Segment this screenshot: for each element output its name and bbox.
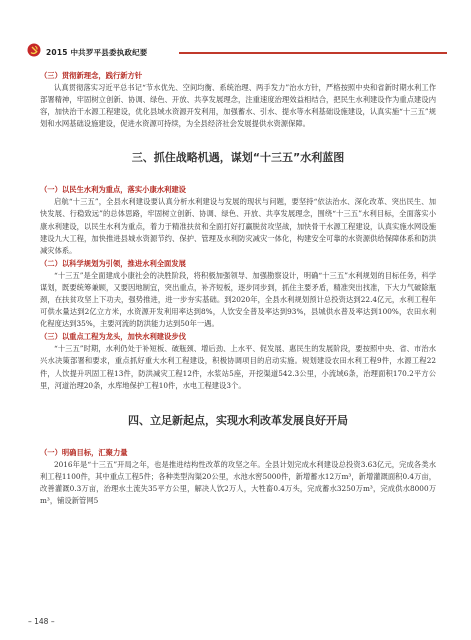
page-header	[27, 46, 447, 60]
subsection-heading: （三）以重点工程为龙头，加快水利建设步伐	[40, 332, 186, 342]
subsection-heading: （三）贯彻新理念，践行新方针	[40, 71, 143, 80]
paragraph: 启航“十三五”，全县水利建设要认真分析水利建设与发展的现状与问题，要坚持“依法治水、深化改革、突出民生、加快发展、行稳致远”的总体思路，牢固树立创新、协调、绿色、开放、共享发展理念，围绕“十三五”水利目标，全面落实小康水利建设，以民生水利为重点，着力于精准扶贫和全面打好打赢脱贫攻坚战，加快骨干水源工程建设，认真实施水网设施建设九大工程，加快推进县城水资源节约、保护、管理及水利防灾减灾一体化，构建安全可靠的水资源供给保障体系和防洪减灾体系。	[40, 197, 436, 255]
paragraph: 认真贯彻落实习近平总书记“节水优先、空间均衡、系统治理、两手发力”治水方针，严格按照中央和省新时期水利工作部署精神，牢固树立创新、协调、绿色、开放、共享发展理念，注重速度治理效益相结合，把民生水利建设作为重点建设内容，加快治干水源工程建设，优化县域水资源开发利用，加强蓄水、引水、提水等水利基础设施建设，认真实施“十三五”规划和水网基础设施建设，促进水资源可持续，为全县经济社会发展提供水资源保障。	[40, 83, 436, 129]
page-number: – 148 –	[28, 617, 55, 626]
subsection-heading: （二）以科学规划为引领，推进水利全面发展	[40, 258, 186, 268]
paragraph: “十三五”是全面建成小康社会的决胜阶段，将积极加强领导、加强勘察设计，明确“十三五”水利规划的目标任务，科学谋划，既要统筹兼顾，又要因地制宜，突出重点，补齐短板，逐步同步到，抓住主要矛盾，精准突出找准，下大力气破除瓶颈，在扶贫攻坚上下功夫，强势推进，进一步夯实基础。到2020年，全县水利规划预计总投资达到22.4亿元，水利工程年可供水量达到2亿立方米，水资源开发利用率达到8%，人饮安全普及率达到93%，县城供水普及率达到100%，农田水利化程度达到35%，主要河流的防洪能力达到50年一遇。	[40, 270, 436, 329]
section-heading: 四、立足新起点，实现水利改革发展良好开局	[128, 413, 348, 427]
header-title: 2015 中共罗平县委执政纪要	[46, 48, 148, 57]
party-emblem-icon	[27, 43, 41, 57]
paragraph: “十三五”时期，水利仍处于补短板、破瓶颈、增后劲、上水平、促发展、惠民生的发展阶段，要按照中央、省、市治水兴水决策部署和要求，重点抓好重大水利工程建设，积极协调项目的启动实施。规划建设农田水利工程9件，水源工程22件，人饮提升巩固工程13件，防洪减灾工程12件，水浆站5座，开挖渠道542.3公里，小流域6条，治理面积170.2平方公里，河道治理20条，水库地保护工程10件，水电工程建设3个。	[40, 344, 436, 390]
header-divider	[179, 52, 447, 54]
section-heading: 三、抓住战略机遇，谋划“十三五”水利蓝图	[131, 151, 345, 165]
subsection-heading: （一）明确目标，汇聚力量	[40, 447, 128, 457]
paragraph: 2016年是“十三五”开局之年，也是推进结构性改革的攻坚之年。全县计划完成水利建设总投资3.63亿元，完成各类水利工程1100件，其中重点工程5件；各种类型沟渠20公里，水池水窖5000件，新增蓄水12万m³，新增灌溉面积0.4万亩，改善灌溉0.3万亩，治理水土流失35平方公里，解决人饮2万人，大牲畜0.4万头，完成蓄水3250万m³，完成供水8000万m³，铺设新管网5	[40, 459, 436, 505]
subsection-heading: （一）以民生水利为重点，落实小康水利建设	[40, 185, 186, 195]
article-body	[40, 70, 436, 507]
